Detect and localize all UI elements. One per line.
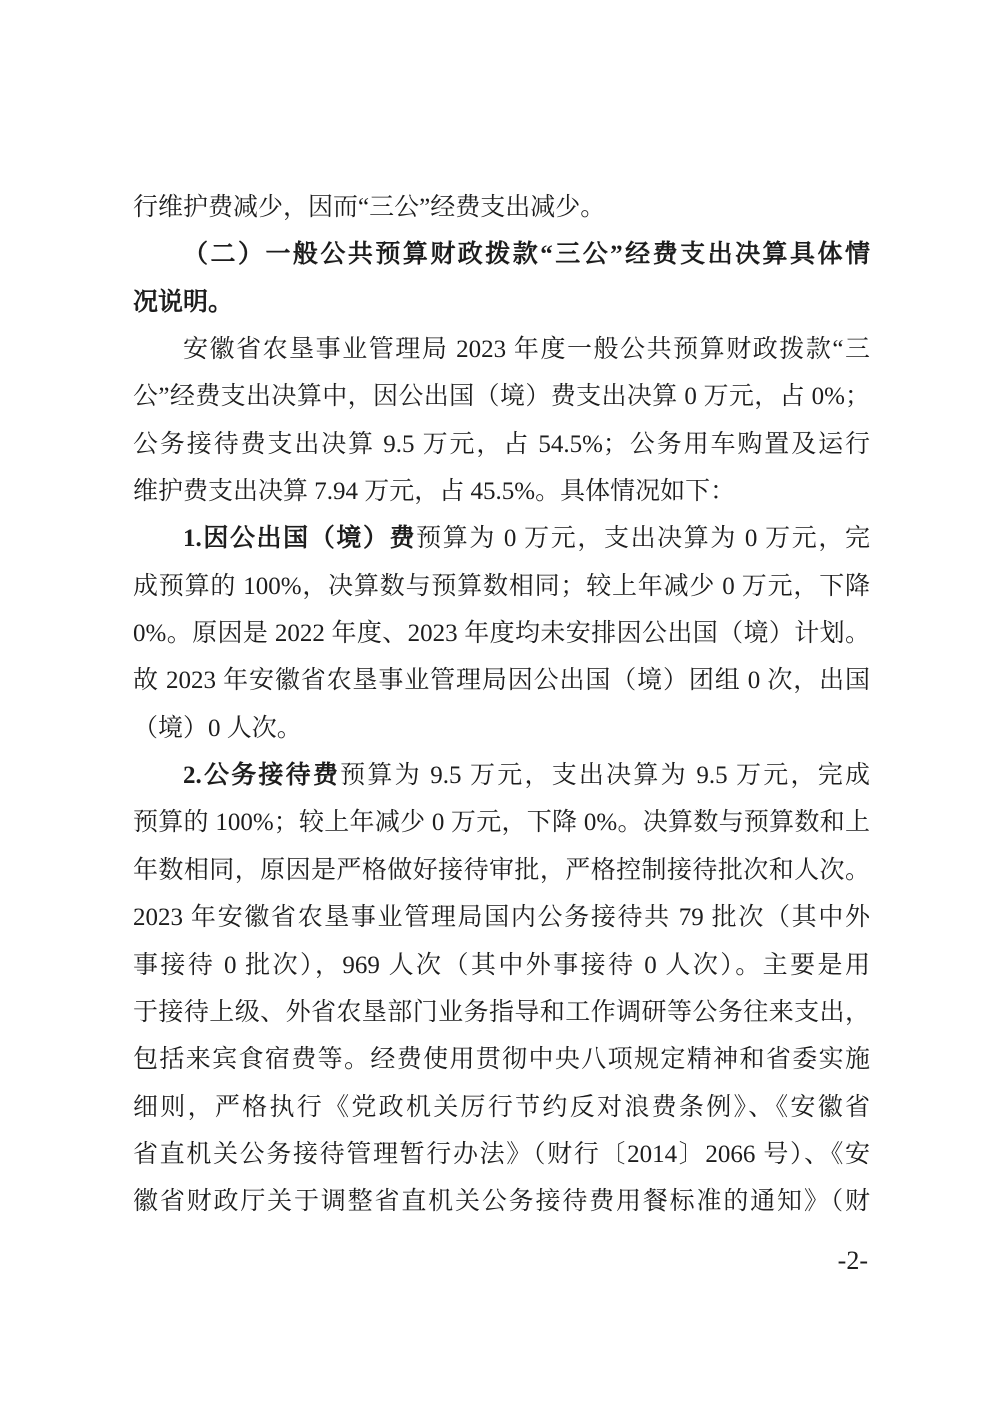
- text-segment: 况说明。: [133, 288, 234, 316]
- text-segment: 事接待 0 批次），969 人次（其中外事接待 0 人次）。主要是用: [133, 951, 870, 979]
- text-line: [133, 184, 870, 231]
- text-segment: 预算为 0 万元，支出决算为 0 万元，完: [416, 525, 870, 553]
- text-line: [133, 515, 870, 562]
- text-line: [133, 231, 870, 278]
- text-line: [133, 373, 870, 420]
- text-line: [133, 563, 870, 610]
- text-line: [133, 894, 870, 941]
- text-line: [133, 752, 870, 799]
- text-segment: 包括来宾食宿费等。经费使用贯彻中央八项规定精神和省委实施: [133, 1046, 870, 1074]
- text-segment: （境）0 人次。: [133, 714, 302, 742]
- text-segment: 于接待上级、外省农垦部门业务指导和工作调研等公务往来支出，: [133, 998, 870, 1026]
- text-segment: （二）一般公共预算财政拨款“三公”经费支出决算具体情: [183, 241, 870, 269]
- text-segment: 维护费支出决算 7.94 万元，占 45.5%。具体情况如下：: [133, 478, 736, 506]
- text-segment: 细则，严格执行《党政机关厉行节约反对浪费条例》、《安徽省: [133, 1093, 870, 1121]
- text-segment: 预算为 9.5 万元，支出决算为 9.5 万元，完成: [340, 762, 870, 790]
- text-segment: 年数相同，原因是严格做好接待审批，严格控制接待批次和人次。: [133, 856, 870, 884]
- text-segment: 行维护费减少，因而“三公”经费支出减少。: [133, 194, 606, 221]
- text-line: [133, 705, 870, 752]
- text-segment: 成预算的 100%，决算数与预算数相同；较上年减少 0 万元，下降: [133, 572, 870, 600]
- text-line: [133, 421, 870, 468]
- text-segment: 故 2023 年安徽省农垦事业管理局因公出国（境）团组 0 次，出国: [133, 667, 870, 695]
- text-segment: 预算的 100%；较上年减少 0 万元，下降 0%。决算数与预算数和上: [133, 809, 870, 837]
- text-segment: 2.公务接待费: [183, 762, 341, 790]
- document-body: [133, 184, 870, 1226]
- text-line: [133, 1131, 870, 1178]
- text-line: [133, 799, 870, 846]
- text-line: [133, 657, 870, 704]
- page-number: -2-: [837, 1246, 868, 1275]
- text-line: [133, 279, 870, 326]
- text-segment: 公”经费支出决算中，因公出国（境）费支出决算 0 万元，占 0%；: [133, 383, 870, 411]
- text-line: [133, 610, 870, 657]
- page-footer: [838, 1244, 868, 1278]
- text-line: [133, 1084, 870, 1131]
- text-segment: 徽省财政厅关于调整省直机关公务接待费用餐标准的通知》（财: [133, 1188, 870, 1216]
- text-segment: 公务接待费支出决算 9.5 万元，占 54.5%；公务用车购置及运行: [133, 430, 870, 458]
- text-segment: 0%。原因是 2022 年度、2023 年度均未安排因公出国（境）计划。: [133, 620, 870, 648]
- text-line: [133, 1178, 870, 1225]
- text-line: [133, 847, 870, 894]
- text-line: [133, 326, 870, 373]
- text-line: [133, 1036, 870, 1083]
- text-line: [133, 468, 870, 515]
- text-segment: 省直机关公务接待管理暂行办法》（财行〔2014〕2066 号）、《安: [133, 1140, 870, 1168]
- text-segment: 安徽省农垦事业管理局 2023 年度一般公共预算财政拨款“三: [183, 336, 870, 364]
- text-segment: 2023 年安徽省农垦事业管理局国内公务接待共 79 批次（其中外: [133, 904, 870, 932]
- text-line: [133, 989, 870, 1036]
- text-segment: 1.因公出国（境）费: [183, 525, 417, 553]
- text-line: [133, 942, 870, 989]
